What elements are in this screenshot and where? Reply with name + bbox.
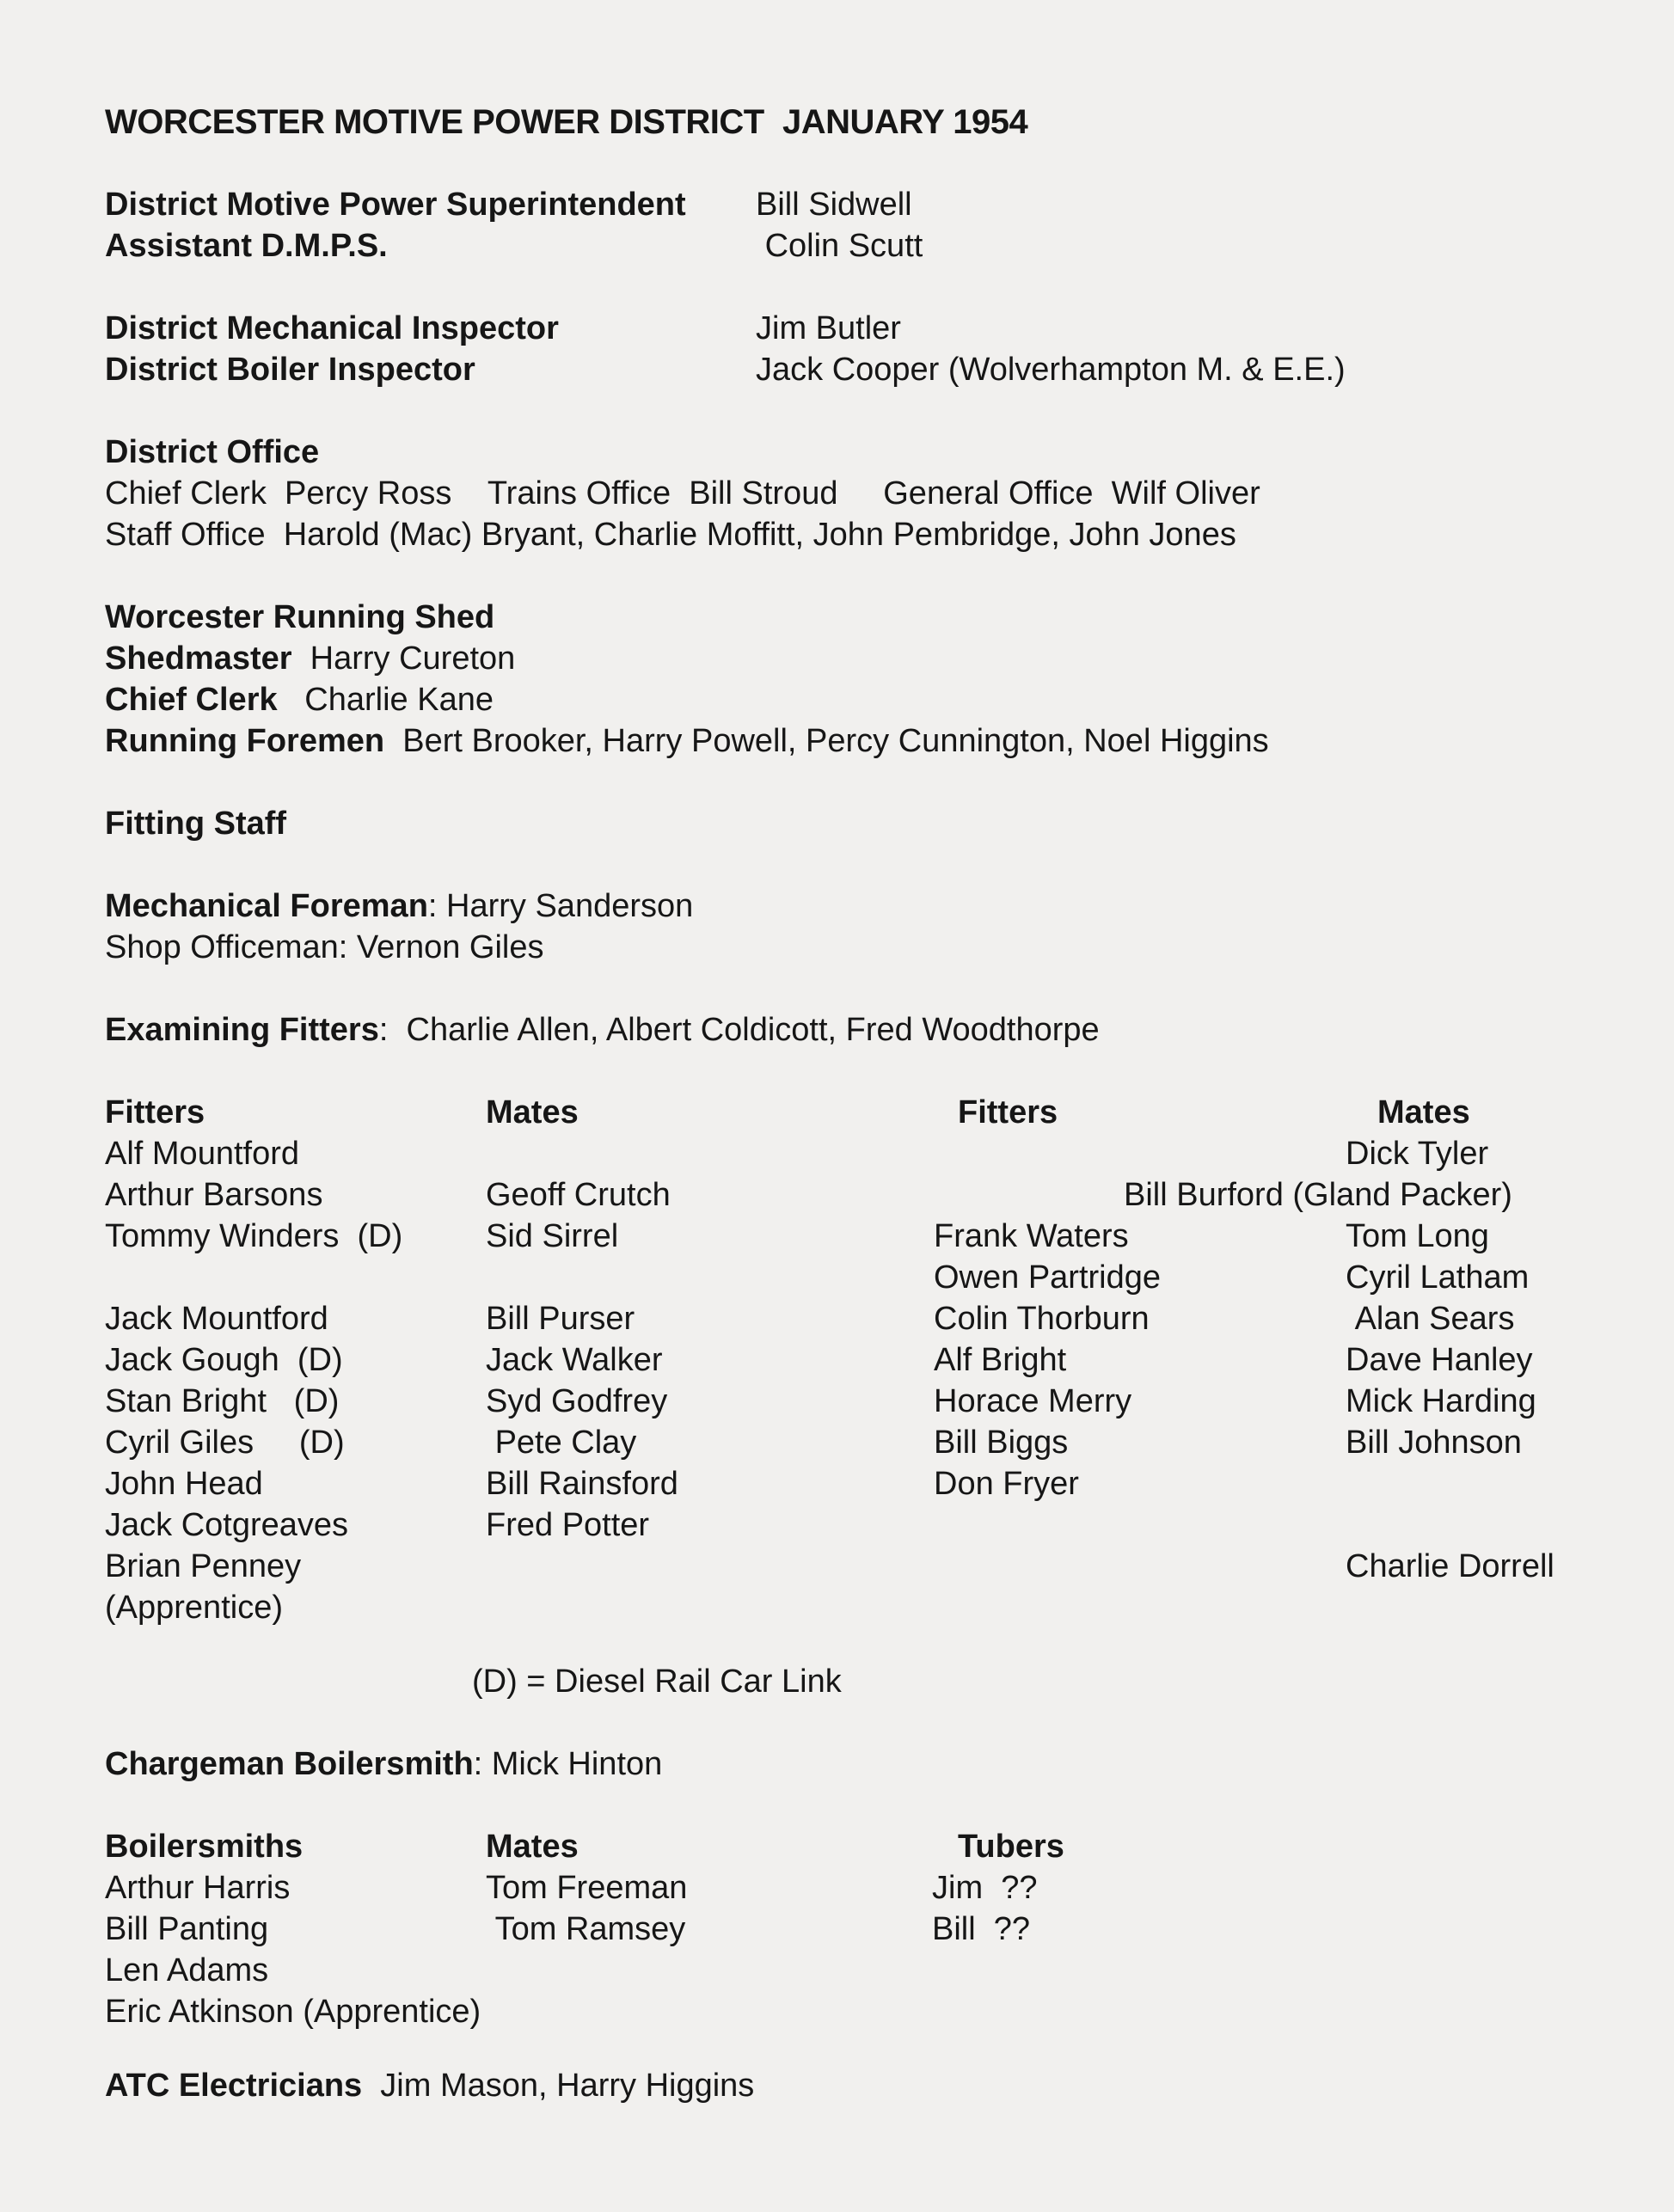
table-row — [105, 1950, 1605, 1991]
boilersmiths-table — [105, 1826, 1605, 2032]
fitter-name: Stan Bright (D) — [105, 1383, 340, 1419]
boilersmith-name: Eric Atkinson (Apprentice) — [105, 1994, 481, 2030]
fitter-name: Don Fryer — [934, 1466, 1079, 1502]
table-row — [105, 1339, 1605, 1381]
fitter-name: Arthur Barsons — [105, 1177, 323, 1213]
district-office-heading: District Office — [105, 434, 320, 470]
table-row — [105, 1216, 1605, 1257]
table-row — [105, 1504, 1605, 1546]
mate-name: Syd Godfrey — [486, 1383, 668, 1419]
mate-name: Pete Clay — [486, 1425, 637, 1461]
mate-name — [486, 1991, 932, 2032]
running-shed-heading: Worcester Running Shed — [105, 599, 495, 635]
fitter-name: Colin Thorburn — [934, 1301, 1150, 1337]
mate-name: Cyril Latham — [1346, 1259, 1530, 1296]
mate-name: Alan Sears — [1346, 1301, 1515, 1337]
fitter-name: Alf Bright — [934, 1342, 1067, 1378]
fitter-name: Horace Merry — [934, 1383, 1132, 1419]
role-label: Running Foremen — [105, 723, 385, 759]
district-office-line: Staff Office Harold (Mac) Bryant, Charlie Moffitt, John Pembridge, John Jones — [105, 517, 1236, 553]
fitter-name: Brian Penney (Apprentice) — [105, 1548, 310, 1626]
mate-name: Tom Ramsey — [486, 1911, 686, 1947]
table-row — [105, 1546, 1605, 1628]
tuber-name — [932, 1991, 1605, 2032]
role-label: Examining Fitters — [105, 1012, 379, 1048]
role-label: Assistant D.M.P.S. — [105, 228, 388, 264]
mate-name — [486, 1257, 934, 1298]
official-row-assistant — [105, 225, 1605, 267]
mate-name: Dick Tyler — [1346, 1136, 1489, 1172]
shop-officeman-line: Shop Officeman: Vernon Giles — [105, 929, 544, 965]
role-holder: Jack Cooper (Wolverhampton M. & E.E.) — [756, 352, 1346, 388]
table-row — [105, 1298, 1605, 1339]
mate-name: Tom Freeman — [486, 1870, 688, 1906]
atc-electricians-line — [105, 2065, 1605, 2106]
role-holder: : Harry Sanderson — [427, 888, 694, 924]
district-office-line: Chief Clerk Percy Ross Trains Office Bill Stroud General Office Wilf Oliver — [105, 475, 1260, 512]
fitter-name: Jack Cotgreaves — [105, 1507, 349, 1543]
mate-name: Jack Walker — [486, 1342, 663, 1378]
fitter-name: Frank Waters — [934, 1218, 1129, 1254]
role-label: Shedmaster — [105, 640, 292, 677]
fitters-header-row — [105, 1092, 1605, 1133]
fitter-name: Jack Gough (D) — [105, 1342, 343, 1378]
role-holder: Bill Sidwell — [756, 187, 912, 223]
mate-name — [1346, 1463, 1605, 1504]
table-row — [105, 1909, 1605, 1950]
mate-name: Fred Potter — [486, 1507, 650, 1543]
official-row-mech-inspector — [105, 308, 1605, 349]
column-header-boilersmiths: Boilersmiths — [105, 1829, 304, 1865]
mate-name: Bill Johnson — [1346, 1425, 1522, 1461]
role-holder: : Mick Hinton — [473, 1746, 663, 1782]
role-holder: Charlie Kane — [277, 682, 494, 718]
column-header-mates-right: Mates — [1377, 1094, 1470, 1131]
table-row — [105, 1174, 1605, 1216]
role-holder: Colin Scutt — [756, 228, 923, 264]
role-label: District Boiler Inspector — [105, 352, 475, 388]
boilersmiths-header-row — [105, 1826, 1605, 1867]
fitter-name — [934, 1504, 1346, 1546]
fitter-name: Jack Mountford — [105, 1301, 328, 1337]
page-title: WORCESTER MOTIVE POWER DISTRICT JANUARY 1954 — [105, 103, 1028, 141]
running-shed-role — [105, 679, 1605, 720]
table-row — [105, 1867, 1605, 1909]
mate-name: Bill Purser — [486, 1301, 635, 1337]
table-row — [105, 1133, 1605, 1174]
role-label: District Mechanical Inspector — [105, 310, 559, 346]
mate-name: Dave Hanley — [1346, 1342, 1533, 1378]
fitter-name: Bill Biggs — [934, 1425, 1069, 1461]
fitter-name — [105, 1257, 486, 1298]
table-row — [105, 1991, 1605, 2032]
role-holder: Bert Brooker, Harry Powell, Percy Cunnington, Noel Higgins — [384, 723, 1269, 759]
running-shed-role — [105, 720, 1605, 762]
tuber-name: Jim ?? — [932, 1870, 1038, 1906]
role-label: ATC Electricians — [105, 2068, 363, 2104]
role-holder: Jim Butler — [756, 310, 901, 346]
role-label: Mechanical Foreman — [105, 888, 428, 924]
fitter-name: Tommy Winders (D) — [105, 1218, 403, 1254]
chargeman-boilersmith-line — [105, 1743, 1605, 1785]
mate-name: Sid Sirrel — [486, 1218, 619, 1254]
role-holder: Jim Mason, Harry Higgins — [362, 2068, 755, 2104]
mechanical-foreman-line — [105, 885, 1605, 927]
mate-name: Geoff Crutch — [486, 1177, 671, 1213]
table-row — [105, 1257, 1605, 1298]
mate-name: Charlie Dorrell — [1346, 1548, 1554, 1584]
table-row — [105, 1422, 1605, 1463]
fitter-name: Owen Partridge — [934, 1259, 1162, 1296]
column-header-mates: Mates — [486, 1829, 579, 1865]
role-label: Chief Clerk — [105, 682, 278, 718]
boilersmith-name: Arthur Harris — [105, 1870, 291, 1906]
mate-name — [486, 1133, 934, 1174]
mate-name — [486, 1546, 934, 1628]
mate-name: Bill Rainsford — [486, 1466, 678, 1502]
mate-name — [1346, 1504, 1605, 1546]
diesel-link-legend: (D) = Diesel Rail Car Link — [472, 1664, 842, 1700]
role-holder: : Charlie Allen, Albert Coldicott, Fred Woodthorpe — [378, 1012, 1100, 1048]
boilersmith-name: Bill Panting — [105, 1911, 269, 1947]
role-label: District Motive Power Superintendent — [105, 187, 686, 223]
mate-name: Tom Long — [1346, 1218, 1489, 1254]
fitters-table — [105, 1092, 1605, 1628]
fitter-name — [934, 1546, 1346, 1628]
role-label: Chargeman Boilersmith — [105, 1746, 474, 1782]
column-header-fitters-left: Fitters — [105, 1094, 205, 1131]
fitter-name: Cyril Giles (D) — [105, 1425, 345, 1461]
mate-name — [486, 1950, 932, 1991]
mate-name: Mick Harding — [1346, 1383, 1536, 1419]
mate-name-gland-packer: Bill Burford (Gland Packer) — [1124, 1177, 1512, 1213]
running-shed-role — [105, 638, 1605, 679]
official-row-boiler-inspector — [105, 349, 1605, 390]
role-holder: Harry Cureton — [291, 640, 516, 677]
fitting-staff-heading: Fitting Staff — [105, 806, 287, 842]
official-row-dmps — [105, 184, 1605, 225]
table-row — [105, 1381, 1605, 1422]
examining-fitters-line — [105, 1009, 1605, 1051]
tuber-name: Bill ?? — [932, 1911, 1031, 1947]
fitter-name: Alf Mountford — [105, 1136, 299, 1172]
fitter-name: John Head — [105, 1466, 263, 1502]
column-header-mates-left: Mates — [486, 1094, 579, 1131]
table-row — [105, 1463, 1605, 1504]
column-header-tubers: Tubers — [958, 1829, 1064, 1865]
tuber-name — [932, 1950, 1605, 1991]
column-header-fitters-right: Fitters — [958, 1094, 1058, 1131]
fitter-name — [934, 1133, 1346, 1174]
boilersmith-name: Len Adams — [105, 1952, 269, 1988]
